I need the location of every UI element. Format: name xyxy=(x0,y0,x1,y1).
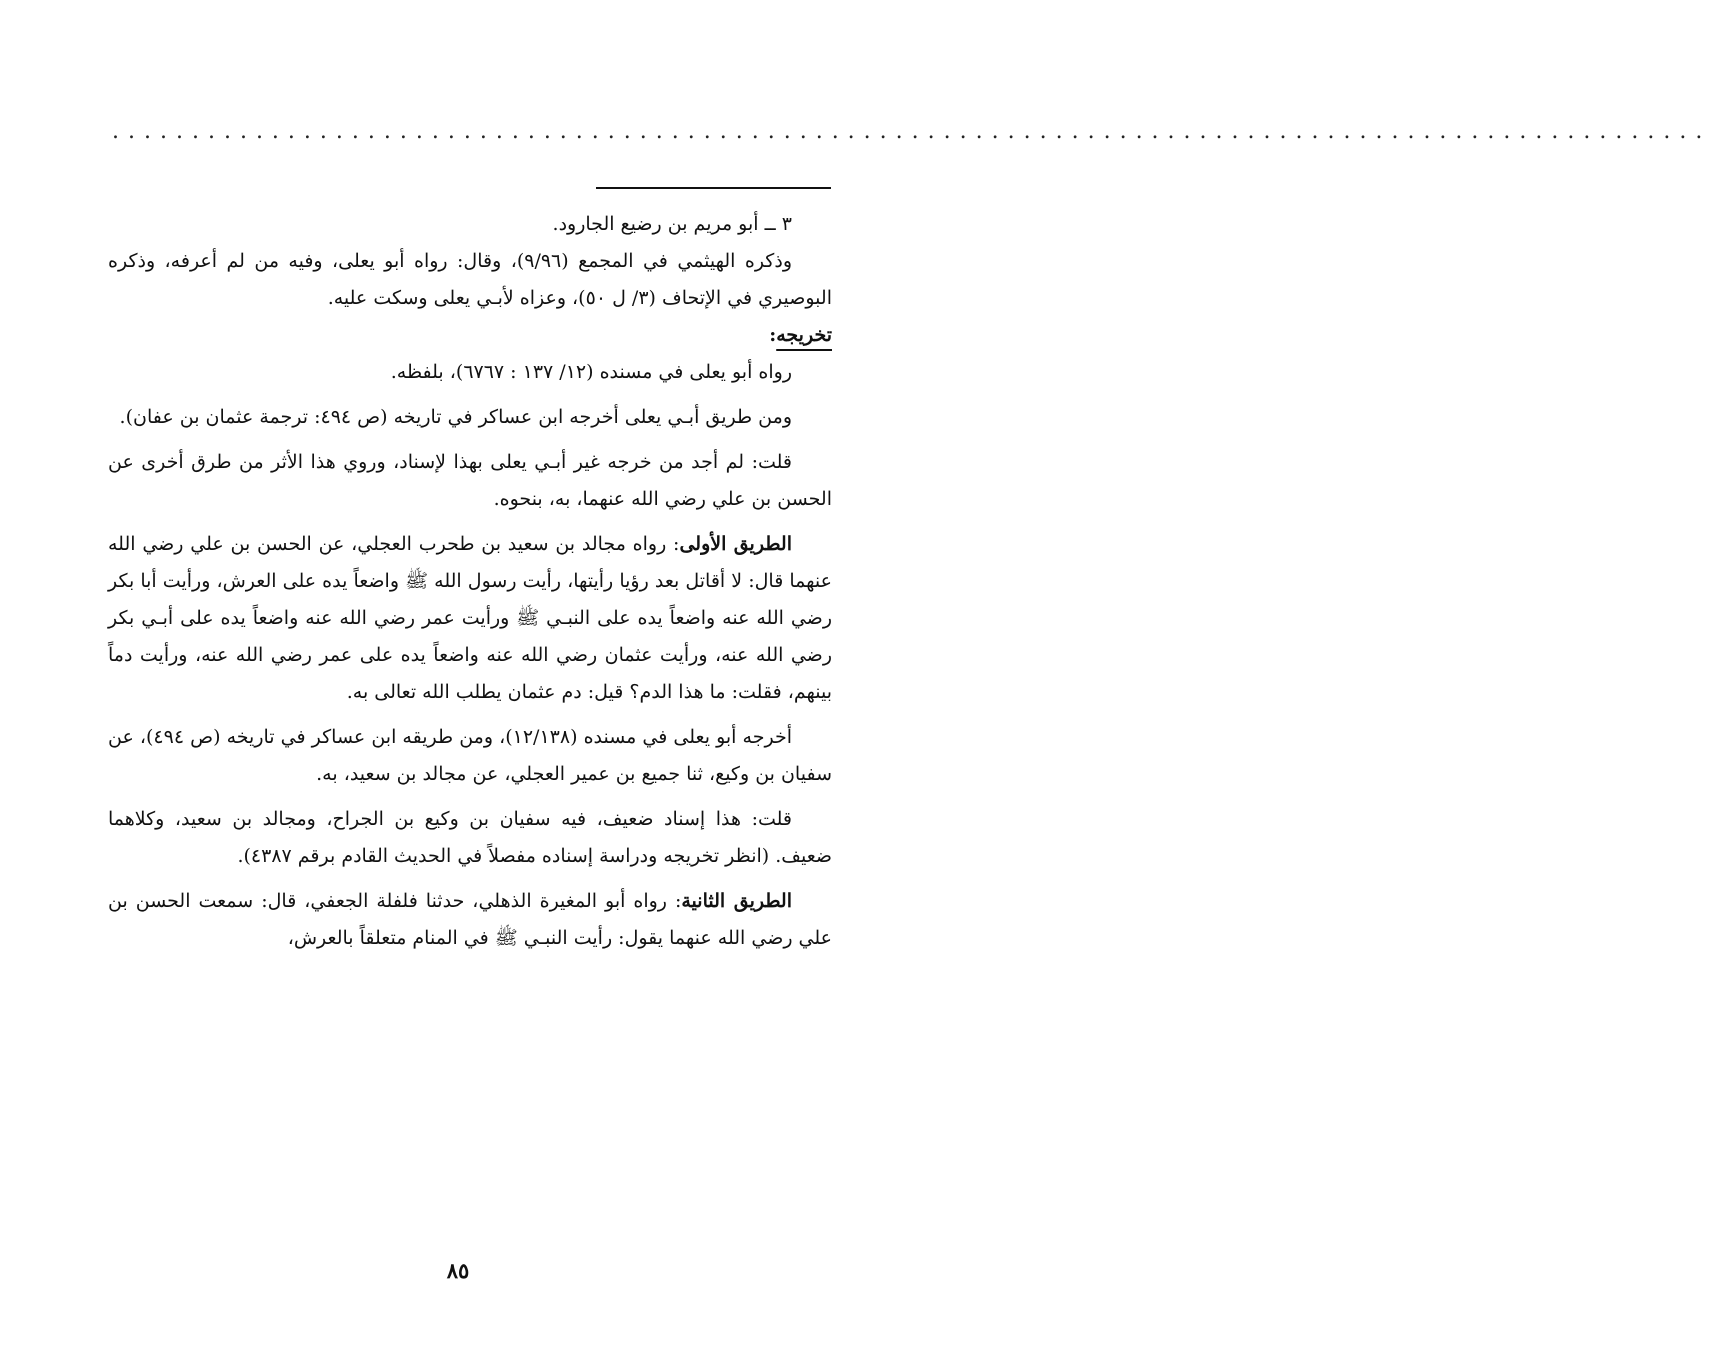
paragraph-qultu-weak-isnad: قلت: هذا إسناد ضعيف، فيه سفيان بن وكيع بن الجراح، ومجالد بن سعيد، وكلاهما ضعيف. (انظر تخريجه ودراسة إسناده مفصلاً في الحديث القادم برقم ٤٣٨٧). xyxy=(108,808,832,867)
page-number: ٨٥ xyxy=(446,1258,470,1283)
paragraph-second-route xyxy=(108,883,832,957)
paragraph-ibn-asakir: ومن طريق أبـي يعلى أخرجه ابن عساكر في تاريخه (ص ٤٩٤: ترجمة عثمان بن عفان). xyxy=(119,406,792,428)
paragraph-first-route xyxy=(108,526,832,711)
paragraph-first-route-takhrij: أخرجه أبو يعلى في مسنده (١٢/١٣٨)، ومن طريقه ابن عساكر في تاريخه (ص ٤٩٤)، عن سفيان بن وكيع، ثنا جميع بن عمير العجلي، عن مجالد بن سعيد، به. xyxy=(108,726,832,785)
second-route-label: الطريق الثانية xyxy=(681,890,792,912)
first-route-text: : رواه مجالد بن سعيد بن طحرب العجلي، عن الحسن بن علي رضي الله عنهما قال: لا أقاتل بعد رؤيا رأيتها، رأيت رسول الله ﷺ واضعاً يده على العرش، ورأيت أبا بكر رضي الله عنه واضعاً يده على النبـي ﷺ ورأيت عمر رضي الله عنه واضعاً يده على أبـي بكر رضي الله عنه، ورأيت عثمان رضي الله عنه واضعاً يده على عمر رضي الله عنه، ورأيت دماً بينهم، فقلت: ما هذا الدم؟ قيل: دم عثمان يطلب الله تعالى به. xyxy=(108,533,832,703)
paragraph-qultu-first: قلت: لم أجد من خرجه غير أبـي يعلى بهذا لإسناد، وروي هذا الأثر من طرق أخرى عن الحسن بن علي رضي الله عنهما، به، بنحوه. xyxy=(108,451,832,510)
dotted-separator: .................................................................................................... xyxy=(112,119,1711,144)
footnote-separator-line xyxy=(596,187,831,189)
paragraph-abu-yala-musnad: رواه أبو يعلى في مسنده (١٢/ ١٣٧ : ٦٧٦٧)، بلفظه. xyxy=(390,361,792,383)
second-route-text: : رواه أبو المغيرة الذهلي، حدثنا فلفلة الجعفي، قال: سمعت الحسن بن علي رضي الله عنهما يقول: رأيت النبـي ﷺ في المنام متعلقاً بالعرش، xyxy=(108,890,832,949)
page-body xyxy=(108,206,832,957)
first-route-label: الطريق الأولى xyxy=(679,533,792,555)
heading-colon: : xyxy=(769,324,777,346)
paragraph-narrator: ٣ ــ أبو مريم بن رضيع الجارود. xyxy=(552,213,792,235)
heading-word: تخريجه xyxy=(776,324,832,346)
section-heading-takhrij xyxy=(108,317,832,354)
paragraph-haythami-reference: وذكره الهيثمي في المجمع (٩/٩٦)، وقال: رواه أبو يعلى، وفيه من لم أعرفه، وذكره البوصيري في الإتحاف (٣/ ل ٥٠)، وعزاه لأبـي يعلى وسكت عليه. xyxy=(108,250,832,309)
